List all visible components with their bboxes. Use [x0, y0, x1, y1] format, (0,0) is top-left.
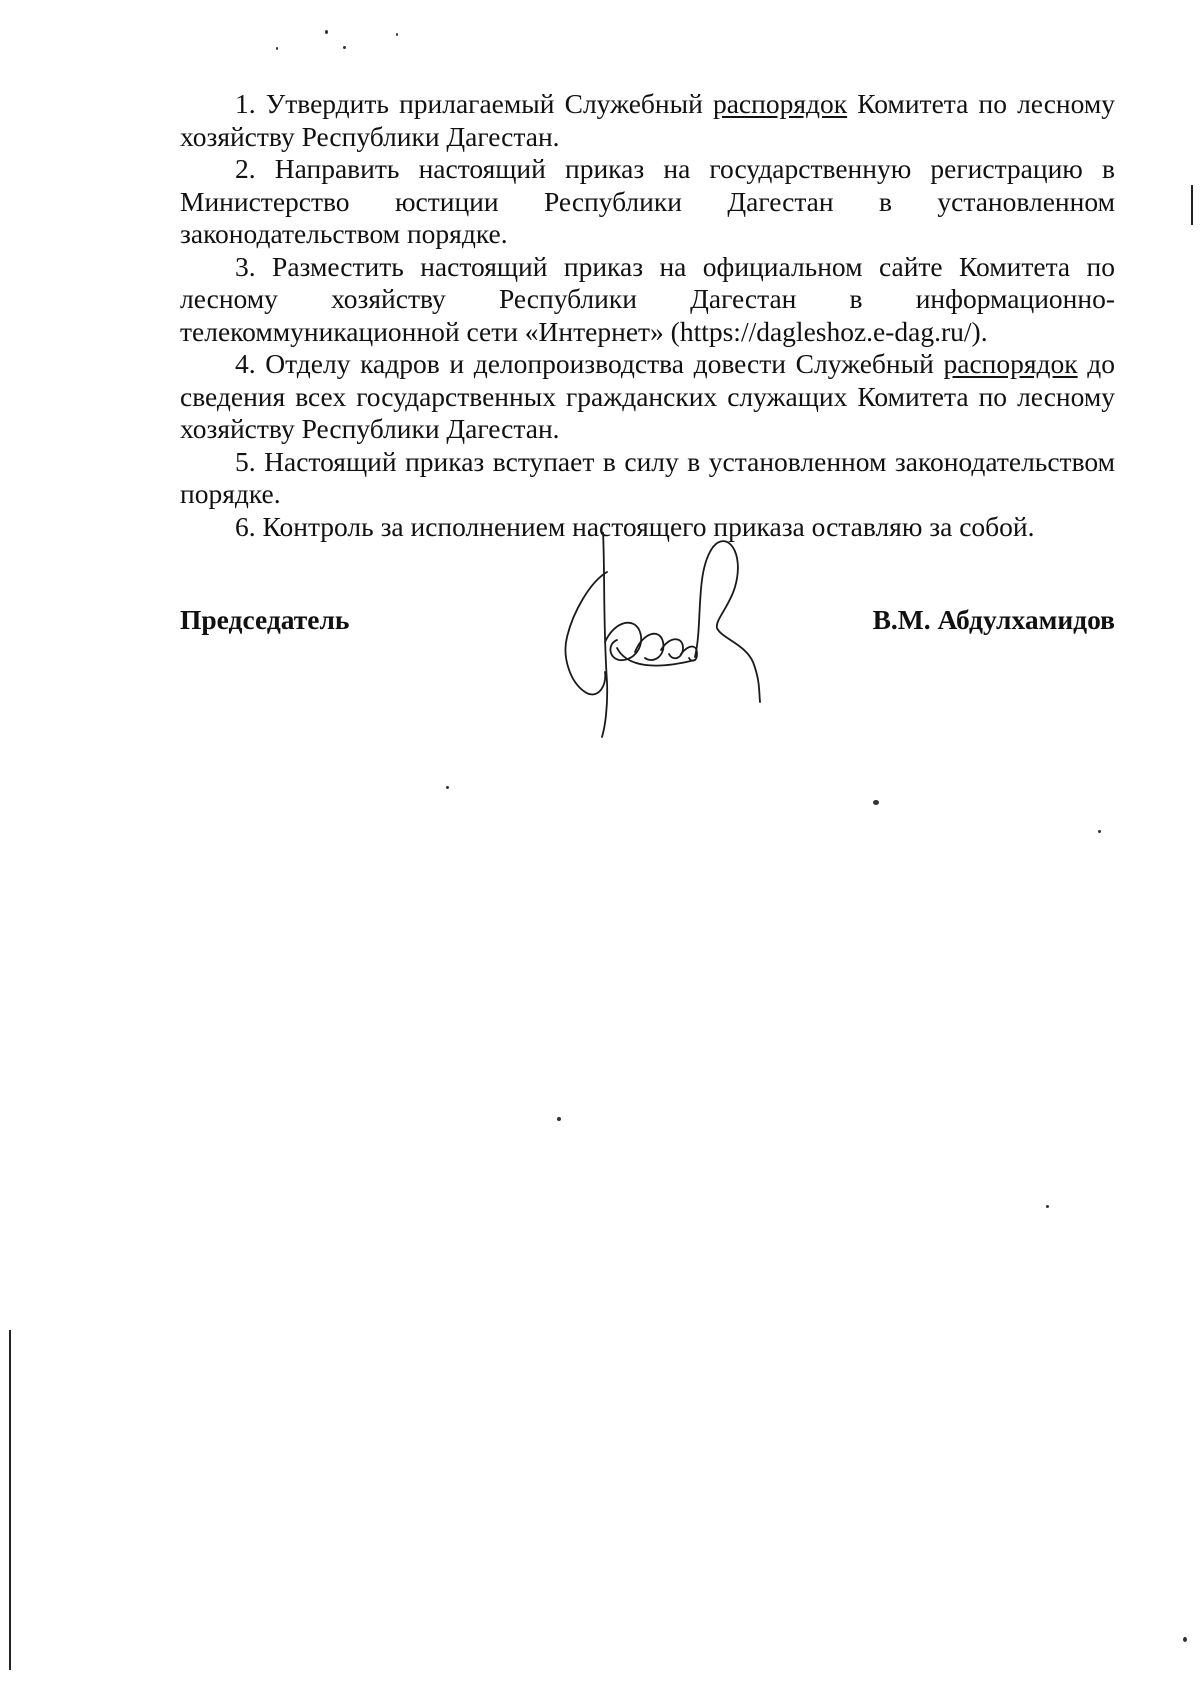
scan-speck [1098, 830, 1101, 833]
paragraph-5: 5. Настоящий приказ вступает в силу в установленном законодательством порядке. [180, 445, 1115, 509]
scan-speck [276, 47, 278, 50]
scan-speck [343, 46, 346, 49]
signatory-name: В.М. Абдулхамидов [872, 604, 1115, 635]
order-body [180, 88, 1115, 543]
scan-speck [446, 786, 449, 789]
handwritten-signature [545, 532, 785, 747]
scan-speck [325, 30, 328, 34]
scan-speck [1183, 1637, 1187, 1642]
scan-speck [1046, 1205, 1049, 1208]
paragraph-6: 6. Контроль за исполнением настоящего приказа оставляю за собой. [235, 510, 1035, 542]
paragraph-4: 4. Отделу кадров и делопроизводства довести Служебный распорядок до сведения всех государственных гражданских служащих Комитета по лесному хозяйству Республики Дагестан. [180, 348, 1116, 444]
scan-edge-line [1191, 185, 1193, 225]
scan-speck [557, 1117, 561, 1121]
paragraph-3: 3. Разместить настоящий приказ на официальном сайте Комитета по лесному хозяйству Республики Дагестан в информационно-телекоммуникационной сети «Интернет» (https://dagleshoz.e-dag.ru/). [180, 250, 1115, 347]
scan-edge-line [9, 1330, 11, 1670]
underlined-word: распорядок [712, 88, 848, 119]
scan-speck [873, 800, 879, 805]
paragraph-2: 2. Направить настоящий приказ на государственную регистрацию в Министерство юстиции Республики Дагестан в установленном законодательством порядке. [180, 153, 1115, 249]
underlined-word: распорядок [943, 348, 1078, 379]
paragraph-1: 1. Утвердить прилагаемый Служебный распорядок Комитета по лесному хозяйству Республики Дагестан. [180, 88, 1115, 152]
signatory-title: Председатель [180, 604, 350, 635]
scan-speck [396, 33, 398, 36]
